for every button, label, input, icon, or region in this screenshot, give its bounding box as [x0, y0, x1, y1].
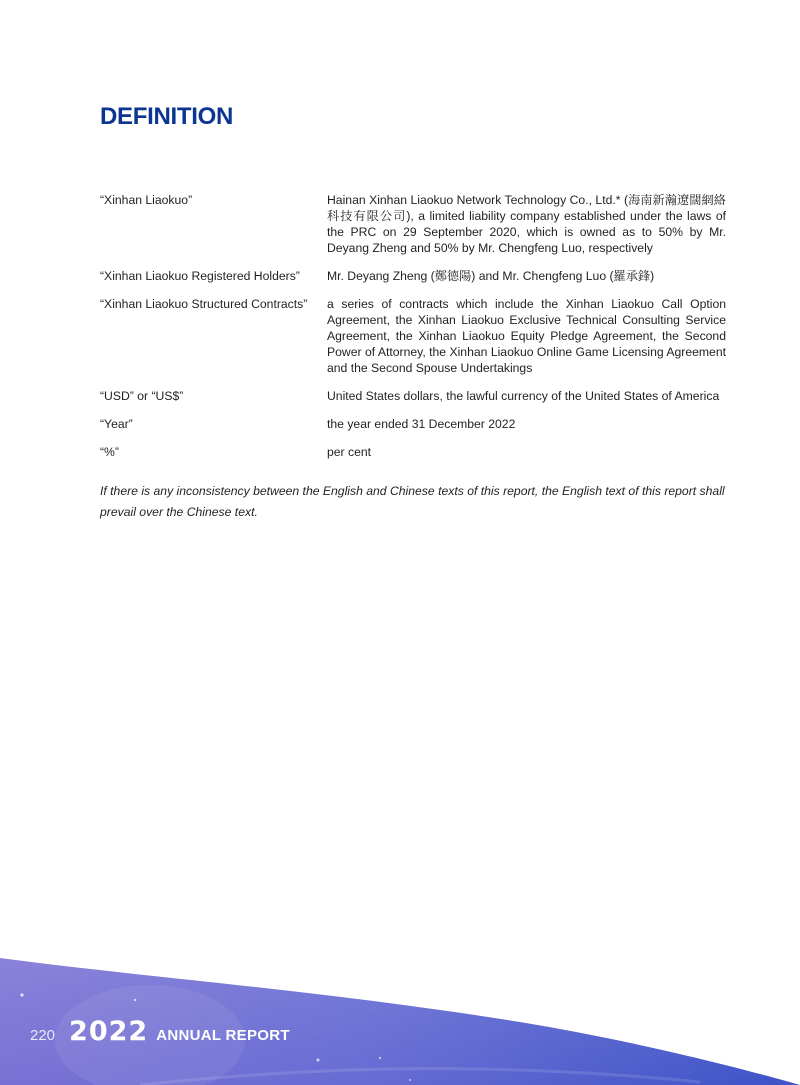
definition-row — [100, 296, 726, 376]
definition-term: “USD” or “US$” — [100, 389, 184, 403]
definition-term: “Year” — [100, 417, 133, 431]
definition-description: per cent — [327, 445, 372, 459]
footer — [30, 1016, 290, 1047]
report-label: ANNUAL REPORT — [156, 1027, 290, 1044]
definitions-list — [100, 192, 726, 472]
definition-description: United States dollars, the lawful currency of the United States of America — [327, 389, 720, 403]
definition-term: “Xinhan Liaokuo Structured Contracts” — [100, 297, 308, 311]
page-number: 220 — [30, 1027, 56, 1044]
definition-description: a series of contracts which include the Xinhan Liaokuo Call Option Agreement, the Xinhan Liaokuo Exclusive Technical Consulting Service Agreement, the Xinhan Liaokuo Equity Pledge Agreement, the Second Power of Attorney, the Xinhan Liaokuo Online Game Licensing Agreement and the Second Spouse Undertakings — [327, 297, 726, 375]
page-title: DEFINITION — [100, 103, 233, 130]
definition-row — [100, 388, 726, 404]
definition-term: “Xinhan Liaokuo Registered Holders” — [100, 269, 300, 283]
report-year: 2022 — [69, 1016, 149, 1047]
definition-description: Mr. Deyang Zheng (鄭德陽) and Mr. Chengfeng Luo (羅承鋒) — [327, 269, 655, 283]
definition-term: “Xinhan Liaokuo” — [100, 193, 193, 207]
definition-row — [100, 444, 726, 460]
definition-row — [100, 268, 726, 284]
definition-row — [100, 192, 726, 256]
language-note: If there is any inconsistency between the English and Chinese texts of this report, the English text of this report shall prevail over the Chinese text. — [100, 484, 725, 519]
definition-row — [100, 416, 726, 432]
definition-description: Hainan Xinhan Liaokuo Network Technology Co., Ltd.* (海南新瀚遼闊網絡科技有限公司), a limited liability company established under the laws of the PRC on 29 September 2020, which is owned as to 50% by Mr. Deyang Zheng and 50% by Mr. Chengfeng Luo, respectively — [327, 193, 726, 255]
definition-term: “%” — [100, 445, 119, 459]
definition-description: the year ended 31 December 2022 — [327, 417, 516, 431]
footer-band — [0, 930, 800, 1085]
